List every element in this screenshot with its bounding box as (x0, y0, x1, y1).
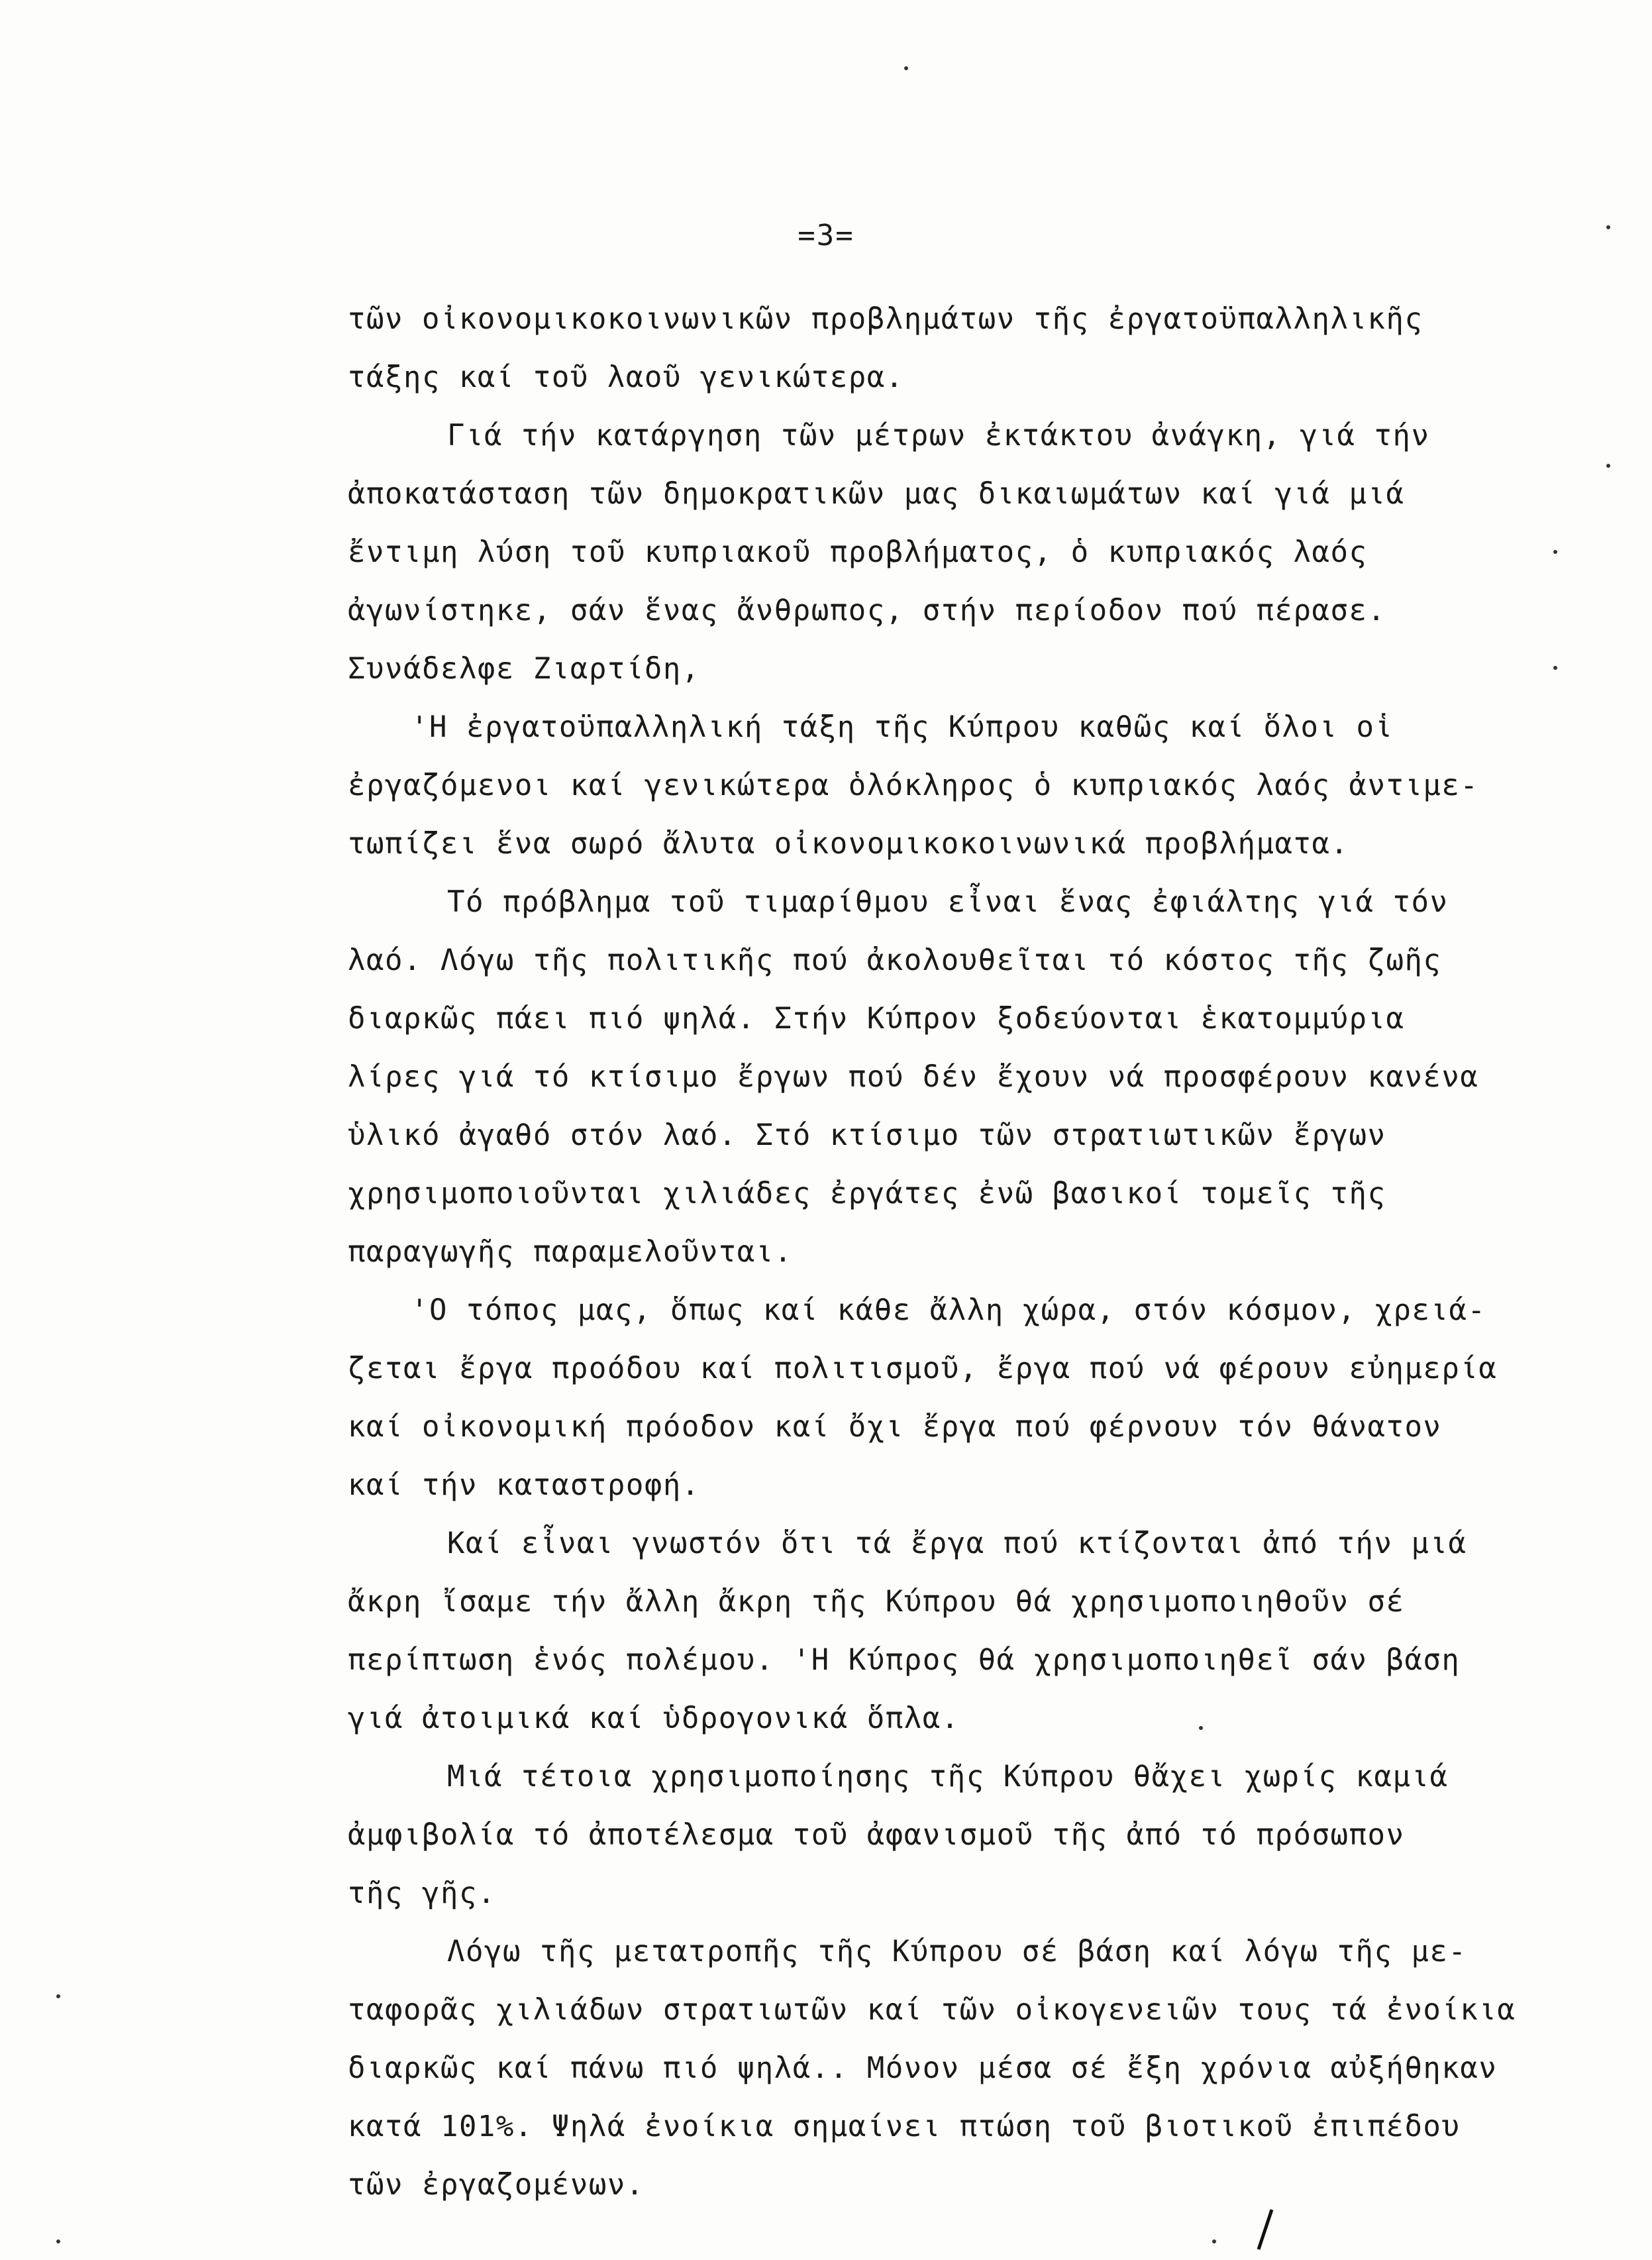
text-line: ἐργαζόμενοι καί γενικώτερα ὁλόκληρος ὁ κυπριακός λαός ἀντιμε- (348, 769, 1479, 802)
text-line: λαό. Λόγω τῆς πολιτικῆς πού ἀκολουθεῖται τό κόστος τῆς ζωῆς (348, 943, 1442, 977)
text-line: τῆς γῆς. (348, 1876, 496, 1910)
text-line: ὑλικό ἀγαθό στόν λαό. Στό κτίσιμο τῶν στρατιωτικῶν ἔργων (348, 1118, 1386, 1152)
text-line: λίρες γιά τό κτίσιμο ἔργων πού δέν ἔχουν νά προσφέρουν κανένα (348, 1060, 1479, 1094)
scan-speck (1606, 464, 1610, 468)
text-line: ἔντιμη λύση τοῦ κυπριακοῦ προβλήματος, ὁ κυπριακός λαός (348, 535, 1368, 569)
text-line: Καί εἶναι γνωστόν ὅτι τά ἔργα πού κτίζονται ἀπό τήν μιά (447, 1527, 1467, 1560)
text-line: χρησιμοποιοῦνται χιλιάδες ἐργάτες ἐνῶ βασικοί τομεῖς τῆς (348, 1177, 1386, 1211)
text-line: Συνάδελφε Ζιαρτίδη, (348, 652, 700, 686)
text-line: Λόγω τῆς μετατροπῆς τῆς Κύπρου σέ βάση καί λόγω τῆς με- (447, 1935, 1467, 1968)
text-line: τωπίζει ἕνα σωρό ἄλυτα οἰκονομικοκοινωνικά προβλήματα. (348, 827, 1349, 861)
text-line: τῶν οἰκονομικοκοινωνικῶν προβλημάτων τῆς ἐργατοϋπαλληλικῆς (348, 302, 1423, 336)
scan-speck (56, 1994, 60, 1998)
text-line: ἀμφιβολία τό ἀποτέλεσμα τοῦ ἀφανισμοῦ τῆς ἀπό τό πρόσωπον (348, 1818, 1405, 1852)
text-line: τῶν ἐργαζομένων. (348, 2168, 645, 2202)
pen-mark (1245, 2206, 1285, 2253)
text-line: ἀποκατάσταση τῶν δημοκρατικῶν μας δικαιωμάτων καί γιά μιά (348, 477, 1405, 511)
text-line: Τό πρόβλημα τοῦ τιμαρίθμου εἶναι ἕνας ἐφιάλτης γιά τόν (447, 885, 1449, 919)
text-line: καί οἰκονομική πρόοδον καί ὄχι ἔργα πού φέρνουν τόν θάνατον (348, 1410, 1442, 1444)
text-line: περίπτωση ἑνός πολέμου. 'Η Κύπρος θά χρησιμοποιηθεῖ σάν βάση (348, 1643, 1461, 1677)
scan-speck (1553, 666, 1557, 670)
text-line: Γιά τήν κατάργηση τῶν μέτρων ἐκτάκτου ἀνάγκη, γιά τήν (447, 419, 1430, 453)
text-line: ταφορᾶς χιλιάδων στρατιωτῶν καί τῶν οἰκογενειῶν τους τά ἐνοίκια (348, 1993, 1516, 2027)
scan-speck (904, 66, 908, 70)
page-number: =3= (798, 219, 854, 252)
text-line: καί τήν καταστροφή. (348, 1468, 700, 1502)
scan-speck (1199, 1726, 1203, 1730)
scan-speck (1606, 225, 1610, 229)
scan-speck (1553, 550, 1557, 554)
text-line: Μιά τέτοια χρησιμοποίησης τῆς Κύπρου θἄχει χωρίς καμιά (447, 1760, 1449, 1794)
text-line: 'Η ἐργατοϋπαλληλική τάξη τῆς Κύπρου καθῶς καί ὅλοι οἱ (411, 710, 1394, 744)
text-line: ἄκρη ἴσαμε τήν ἄλλη ἄκρη τῆς Κύπρου θά χρησιμοποιηθοῦν σέ (348, 1585, 1405, 1619)
text-line: διαρκῶς καί πάνω πιό ψηλά.. Μόνον μέσα σέ ἔξη χρόνια αὐξήθηκαν (348, 2051, 1498, 2085)
scan-speck (56, 2239, 60, 2243)
text-line: ἀγωνίστηκε, σάν ἕνας ἄνθρωπος, στήν περίοδον πού πέρασε. (348, 594, 1386, 627)
text-line: κατά 101%. Ψηλά ἐνοίκια σημαίνει πτώση τοῦ βιοτικοῦ ἐπιπέδου (348, 2110, 1461, 2143)
text-line: γιά ἀτοιμικά καί ὑδρογονικά ὅπλα. (348, 1701, 960, 1735)
text-line: διαρκῶς πάει πιό ψηλά. Στήν Κύπρον ξοδεύονται ἑκατομμύρια (348, 1002, 1405, 1036)
scan-speck (1212, 2239, 1216, 2243)
text-line: ζεται ἔργα προόδου καί πολιτισμοῦ, ἔργα πού νά φέρουν εὐημερία (348, 1352, 1498, 1385)
text-line: τάξης καί τοῦ λαοῦ γενικώτερα. (348, 360, 904, 394)
text-line: παραγωγῆς παραμελοῦνται. (348, 1235, 793, 1269)
text-line: 'Ο τόπος μας, ὅπως καί κάθε ἄλλη χώρα, στόν κόσμον, χρειά- (411, 1293, 1486, 1327)
body-text (348, 290, 1606, 2214)
